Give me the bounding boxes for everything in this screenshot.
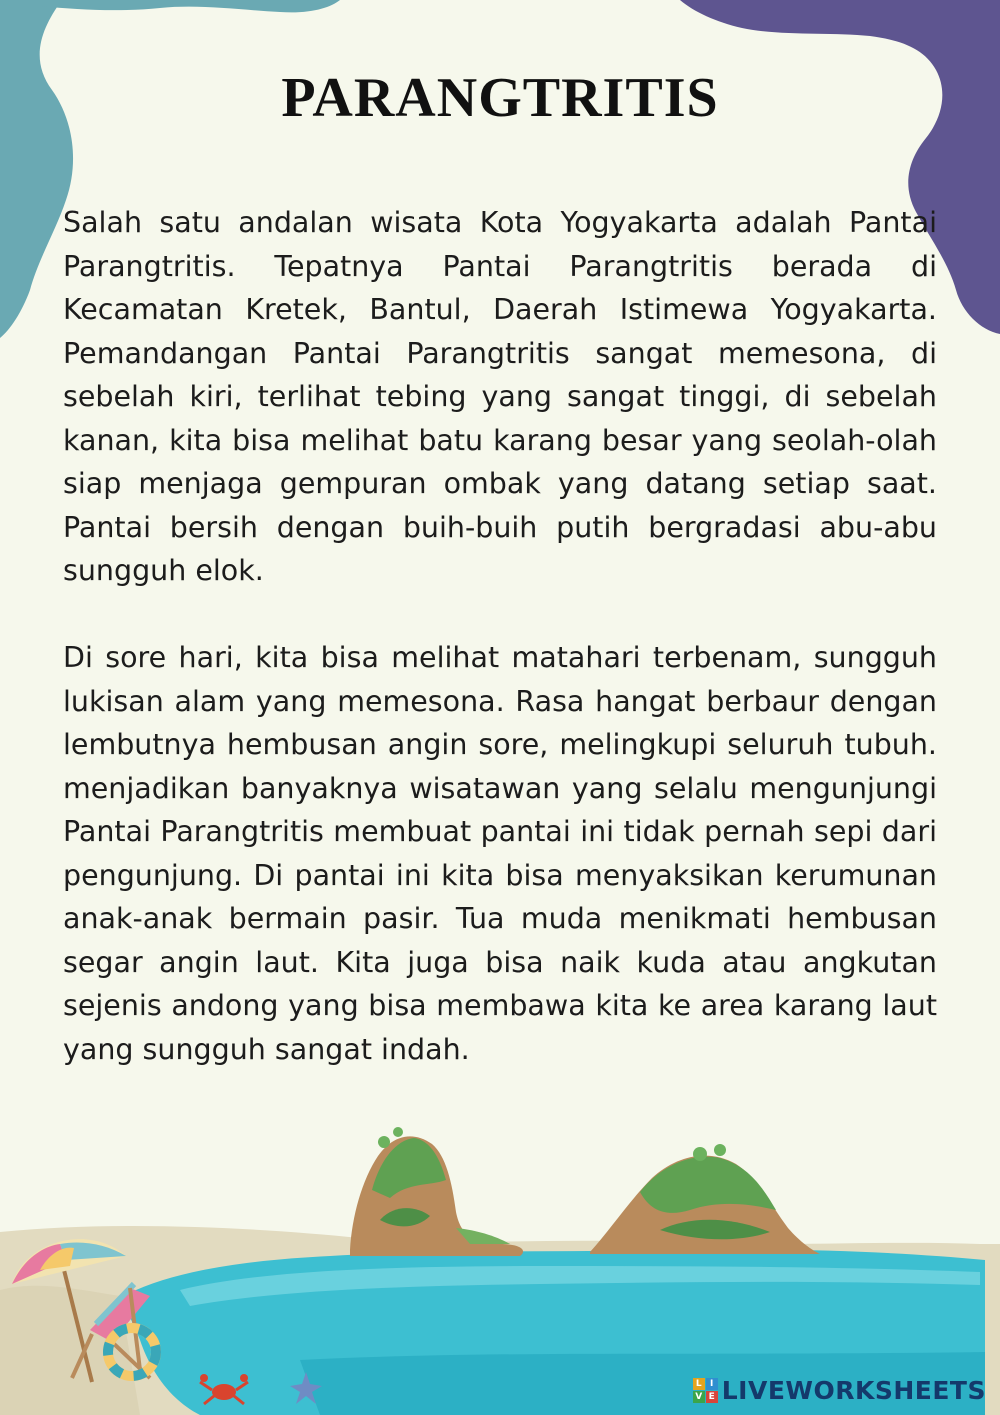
logo-letter-v: V bbox=[693, 1391, 705, 1403]
top-left-wave-blob bbox=[40, 0, 360, 30]
logo-letter-l: L bbox=[693, 1378, 705, 1390]
paragraph-1: Salah satu andalan wisata Kota Yogyakarta adalah Pantai Parangtritis. Tepatnya Pantai Parangtritis berada di Kecamatan Kretek, Bantul, Daerah Istimewa Yogyakarta. Pemandangan Pantai Parangtritis sangat memesona, di sebelah kiri, terlihat tebing yang sangat tinggi, di sebelah kanan, kita bisa melihat batu karang besar yang seolah-olah siap menjaga gempuran ombak yang datang setiap saat. Pantai bersih dengan buih-buih putih bergradasi abu-abu sungguh elok. bbox=[63, 206, 937, 587]
rock-island-right bbox=[590, 1144, 820, 1254]
logo-letter-i: I bbox=[706, 1378, 718, 1390]
rock-island-left bbox=[350, 1127, 523, 1256]
paragraph-2: Di sore hari, kita bisa melihat matahari terbenam, sungguh lukisan alam yang memesona. Rasa hangat berbaur dengan lembutnya hembusan angin sore, melingkupi seluruh tubuh. menjadikan banyaknya wisatawan yang selalu mengunjungi Pantai Parangtritis membuat pantai ini tidak pernah sepi dari pengunjung. Di pantai ini kita bisa menyaksikan kerumunan anak-anak bermain pasir. Tua muda menikmati hembusan segar angin laut. Kita juga bisa naik kuda atau angkutan sejenis andong yang bisa membawa kita ke area karang laut yang sungguh sangat indah. bbox=[63, 641, 937, 1066]
page-title: PARANGTRITIS bbox=[281, 67, 719, 129]
beach-illustration bbox=[0, 1120, 1000, 1415]
liveworksheets-watermark bbox=[693, 1376, 986, 1405]
logo-letter-e: E bbox=[706, 1391, 718, 1403]
watermark-text: LIVEWORKSHEETS bbox=[721, 1376, 986, 1405]
liveworksheets-logo-icon bbox=[693, 1378, 718, 1403]
